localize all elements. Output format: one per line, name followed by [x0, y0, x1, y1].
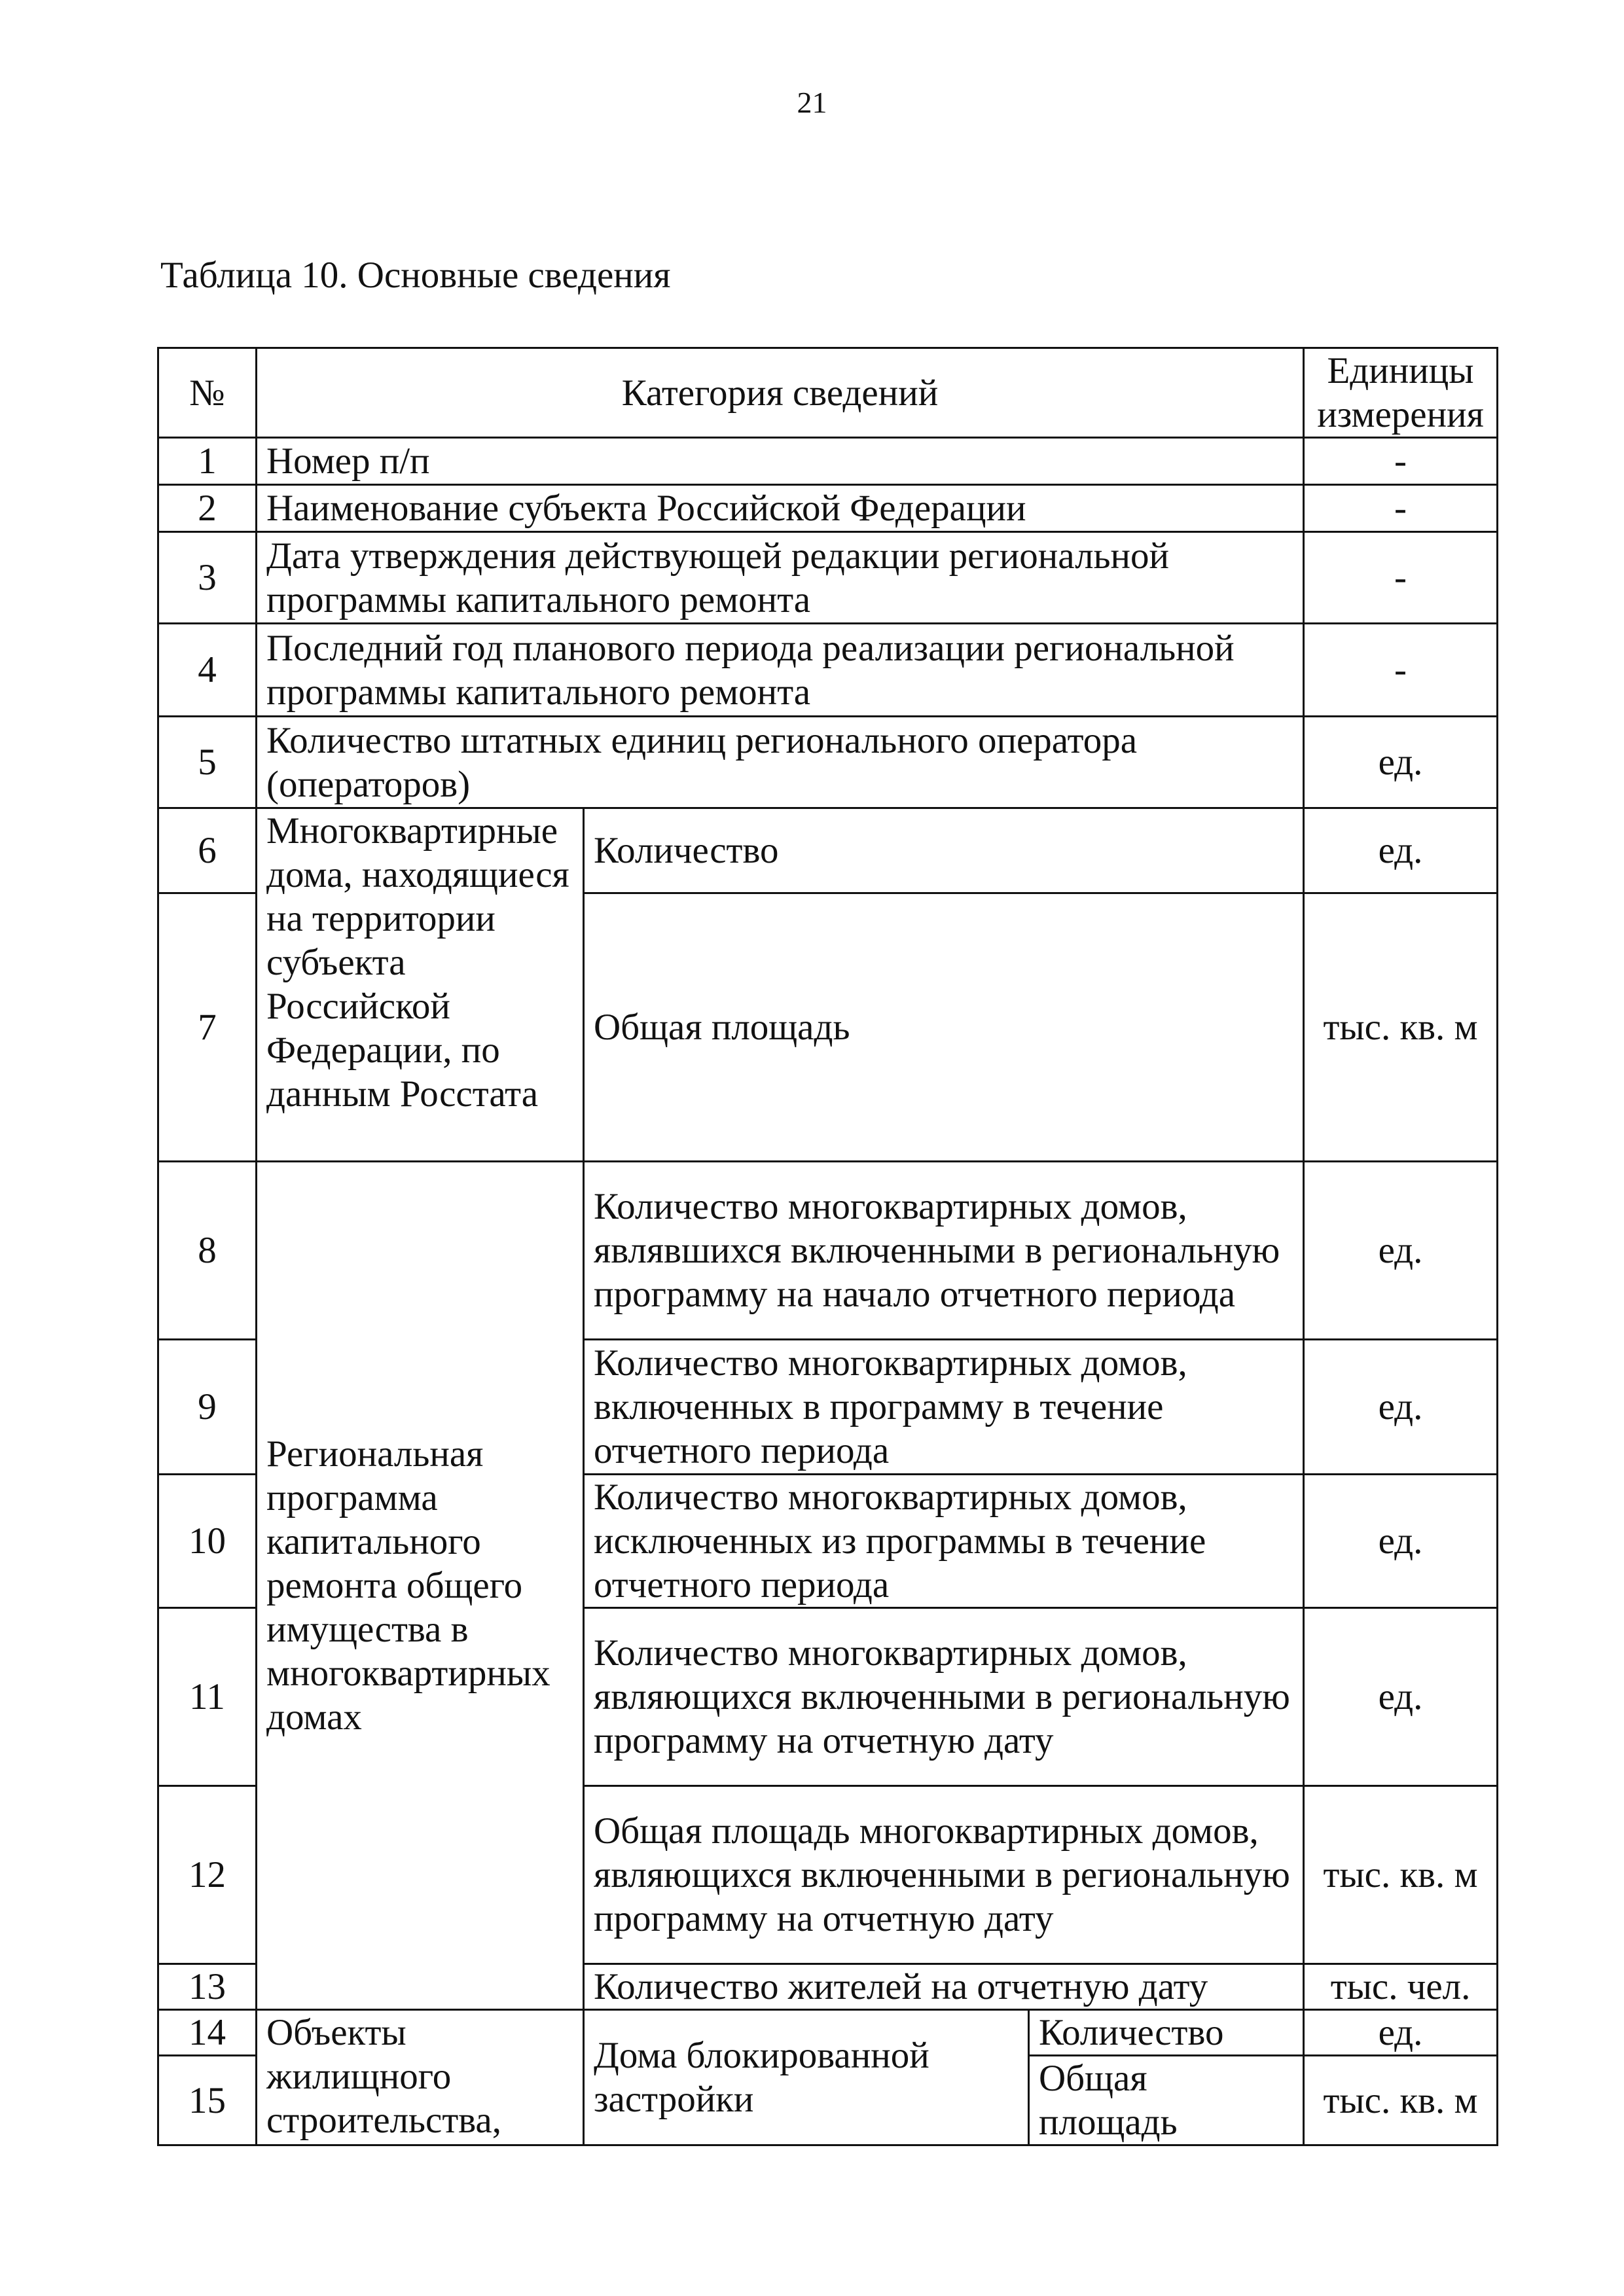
row-number: 10 — [158, 1475, 257, 1608]
row-unit: тыс. кв. м — [1304, 2056, 1498, 2145]
row-number: 2 — [158, 485, 257, 532]
row-number: 3 — [158, 532, 257, 624]
row-category: Количество жителей на отчетную дату — [584, 1964, 1304, 2010]
row-category: Последний год планового периода реализации региональной программы капитального ремонта — [257, 624, 1304, 717]
table-row — [158, 2010, 1498, 2056]
row-number: 6 — [158, 808, 257, 893]
header-num: № — [158, 348, 257, 438]
table-row — [158, 808, 1498, 893]
row-number: 7 — [158, 893, 257, 1162]
row-category: Количество многоквартирных домов, являвшихся включенными в региональную программу на начало отчетного периода — [584, 1162, 1304, 1340]
header-units-line2: измерения — [1317, 394, 1484, 435]
table-row — [158, 532, 1498, 624]
row-unit: тыс. кв. м — [1304, 1786, 1498, 1964]
table-row — [158, 624, 1498, 717]
row-category: Количество многоквартирных домов, включенных в программу в течение отчетного периода — [584, 1340, 1304, 1475]
table-row — [158, 438, 1498, 485]
group-mkd-rosstat: Многоквартирные дома, находящиеся на территории субъекта Российской Федерации, по данным Росстата — [257, 808, 584, 1162]
row-category: Количество — [584, 808, 1304, 893]
row-number: 8 — [158, 1162, 257, 1340]
row-category: Количество многоквартирных домов, исключенных из программы в течение отчетного периода — [584, 1475, 1304, 1608]
table-row — [158, 485, 1498, 532]
row-number: 1 — [158, 438, 257, 485]
row-number: 15 — [158, 2056, 257, 2145]
row-category: Общая площадь — [584, 893, 1304, 1162]
row-unit: ед. — [1304, 1475, 1498, 1608]
row-unit: - — [1304, 485, 1498, 532]
row-category: Дата утверждения действующей редакции региональной программы капитального ремонта — [257, 532, 1304, 624]
row-number: 9 — [158, 1340, 257, 1475]
row-unit: ед. — [1304, 717, 1498, 808]
group-regional-program: Региональная программа капитального ремонта общего имущества в многоквартирных домах — [257, 1162, 584, 2010]
row-unit: ед. — [1304, 1340, 1498, 1475]
row-number: 12 — [158, 1786, 257, 1964]
row-unit: ед. — [1304, 1608, 1498, 1786]
row-category: Наименование субъекта Российской Федерации — [257, 485, 1304, 532]
row-number: 5 — [158, 717, 257, 808]
table-row — [158, 717, 1498, 808]
row-unit: ед. — [1304, 1162, 1498, 1340]
row-unit: - — [1304, 532, 1498, 624]
header-units — [1304, 348, 1498, 438]
group-blocked-houses: Дома блокированной застройки — [584, 2010, 1029, 2145]
row-unit: ед. — [1304, 808, 1498, 893]
header-category: Категория сведений — [257, 348, 1304, 438]
row-unit: - — [1304, 438, 1498, 485]
group-housing-objects: Объекты жилищного строительства, — [257, 2010, 584, 2145]
row-category: Номер п/п — [257, 438, 1304, 485]
row-number: 11 — [158, 1608, 257, 1786]
table-caption: Таблица 10. Основные сведения — [160, 255, 671, 296]
info-table — [157, 347, 1498, 2146]
table-row — [158, 1162, 1498, 1340]
row-number: 14 — [158, 2010, 257, 2056]
row-number: 4 — [158, 624, 257, 717]
header-units-line1: Единицы — [1327, 350, 1474, 391]
row-category: Количество — [1029, 2010, 1304, 2056]
row-category: Количество штатных единиц регионального оператора (операторов) — [257, 717, 1304, 808]
page-number: 21 — [797, 86, 827, 119]
row-category: Общая площадь многоквартирных домов, являющихся включенными в региональную программу на отчетную дату — [584, 1786, 1304, 1964]
row-category: Общая площадь — [1029, 2056, 1304, 2145]
row-unit: тыс. кв. м — [1304, 893, 1498, 1162]
row-unit: тыс. чел. — [1304, 1964, 1498, 2010]
row-category: Количество многоквартирных домов, являющихся включенными в региональную программу на отчетную дату — [584, 1608, 1304, 1786]
row-unit: - — [1304, 624, 1498, 717]
table-header-row — [158, 348, 1498, 438]
row-unit: ед. — [1304, 2010, 1498, 2056]
row-number: 13 — [158, 1964, 257, 2010]
